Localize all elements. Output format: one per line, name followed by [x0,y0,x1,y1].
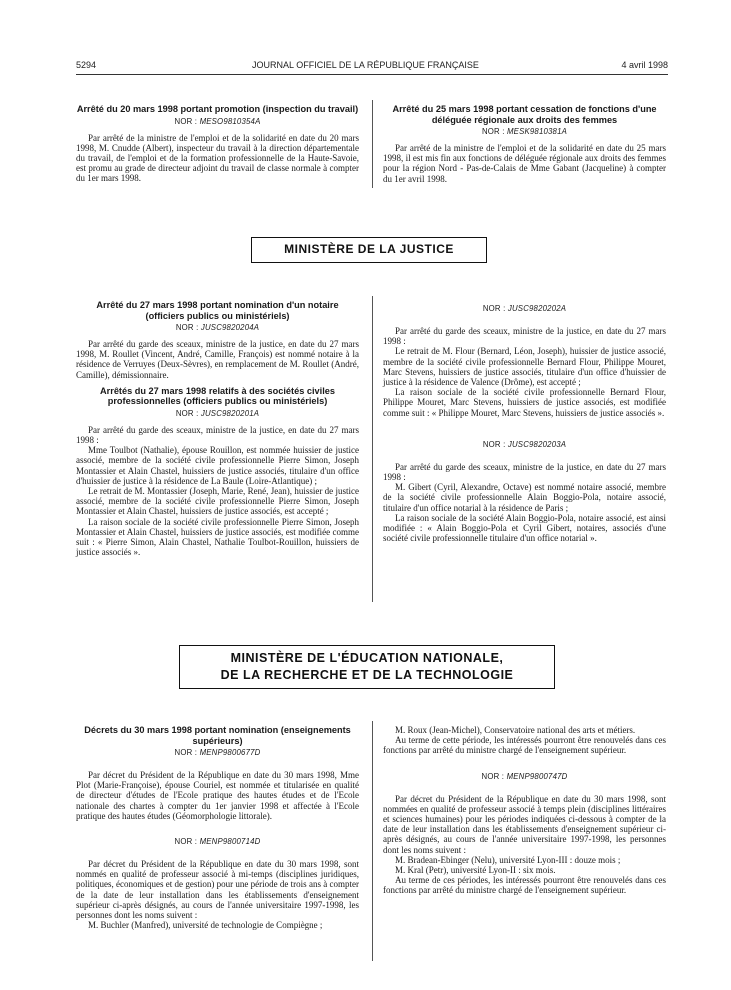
nor-reference: NOR : MESK9810381A [481,127,568,136]
header-rule [76,74,668,75]
justice-right-column [383,302,666,543]
article-paragraph: La raison sociale de la société civile professionnelle Pierre Simon, Joseph Montassier et Alain Chastel, huissiers de justice associés, est modifiée comme suit : « Pierre Simon, Alain Chastel, Nathalie Toulbot-Rouillon, huissiers de justice associés ». [76,516,359,558]
article-paragraph: Le retrait de M. Flour (Bernard, Léon, Joseph), huissier de justice associé, membre de la société civile professionnelle Bernard Flour, Philippe Mouret, Marc Stevens, huissiers de justice associés, titulaire d'un office d'huissier de justice à la résidence de Valence (Drôme), est accepté ; [383,346,666,388]
article-paragraph: Par décret du Président de la République en date du 30 mars 1998, sont nommés en qualité de professeur associé à mi-temps (disciplines juridiques, politiques, économiques et de gestion) pour une période de trois ans à compter de la date de leur installation dans les établissements d'enseignement supérieur ci-après désignés, au cours de l'année universitaire 1997-1998, les personnes dont les noms suivent : [76,859,359,921]
article-paragraph: Au terme de cette période, les intéressés pourront être renouvelés dans ces fonctions par arrêté du ministre chargé de l'enseignement supérieur. [383,735,666,756]
article-cessation-fonctions [383,104,666,184]
article-paragraph: Par arrêté du garde des sceaux, ministre de la justice, en date du 27 mars 1998, M. Roullet (Vincent, André, Camille, François) est nommé notaire à la résidence de Verruyes (Deux-Sèvres), en remplacement de M. Roullet (André, Camille), démissionnaire. [76,339,359,380]
article-paragraph: Au terme de ces périodes, les intéressés pourront être renouvelés dans ces fonctions par arrêté du ministre chargé de l'enseignement supérieur. [383,875,666,896]
nor-reference: NOR : MENP9800677D [174,748,261,757]
column-divider [372,721,373,961]
nor-reference: NOR : MESO9810354A [174,116,261,126]
article-title: Arrêtés du 27 mars 1998 relatifs à des sociétés civiles professionnelles (officiers publics ou ministériels) [100,385,335,407]
article-paragraph: M. Bradean-Ebinger (Nelu), université Lyon-III : douze mois ; [395,854,621,865]
article-paragraph: M. Gibert (Cyril, Alexandre, Octave) est nommé notaire associé, membre de la société civile professionnelle Alain Boggio-Pola, notaire associé, titulaire d'un office notarial à la résidence de Paris ; [383,482,666,513]
journal-title: JOURNAL OFFICIEL DE LA RÉPUBLIQUE FRANÇAISE [252,60,479,70]
article-paragraph: Par arrêté du garde des sceaux, ministre de la justice, en date du 27 mars 1998 : [76,424,359,446]
page-number: 5294 [76,60,97,70]
issue-date: 4 avril 1998 [621,60,668,70]
nor-reference: NOR : JUSC9820203A [482,439,567,449]
article-paragraph: Par décret du Président de la République en date du 30 mars 1998, sont nommées en qualité de professeur associé à temps plein (disciplines littéraires et sciences humaines) pour les périodes indiquées ci-dessous à compter de la date de leur installation dans les établissements d'enseignement supérieur ci-après désignés, au cours de l'année universitaire 1997-1998, les personnes dont les noms suivent : [383,793,666,855]
article-title: Décrets du 30 mars 1998 portant nomination (enseignements supérieurs) [84,725,351,746]
article-paragraph: Mme Toulbot (Nathalie), épouse Rouillon, est nommée huissier de justice associé, membre de la société civile professionnelle Pierre Simon, Joseph Montassier et Alain Chastel, huissiers de justice associés, titulaire d'un office d'huissier de justice à la résidence de La Baule (Loire-Atlantique) ; [76,445,359,486]
article-paragraph: La raison sociale de la société Alain Boggio-Pola, notaire associé, est ainsi modifiée : « Alain Boggio-Pola et Cyril Gibert, notaires, associés d'une société civile professionnelle titulaire d'un office notarial ». [383,512,666,544]
article-promotion-inspection [76,104,359,184]
nor-reference: NOR : JUSC9820204A [175,323,260,332]
nor-reference: NOR : MENP9800714D [174,837,261,847]
education-right-column [383,725,666,896]
article-title: Arrêté du 20 mars 1998 portant promotion (inspection du travail) [76,104,359,114]
nor-reference: NOR : JUSC9820201A [175,408,260,418]
article-paragraph: Par arrêté du garde des sceaux, ministre de la justice, en date du 27 mars 1998 : [383,461,666,483]
justice-left-column [76,300,359,557]
column-divider [372,296,373,602]
ministry-education-heading: MINISTÈRE DE L'ÉDUCATION NATIONALE, DE LA RECHERCHE ET DE LA TECHNOLOGIE [179,645,555,689]
article-paragraph: M. Kral (Petr), université Lyon-II : six mois. [395,865,556,876]
nor-reference: NOR : JUSC9820202A [482,304,567,313]
article-title: Arrêté du 25 mars 1998 portant cessation de fonctions d'une déléguée régionale aux droits des femmes [392,104,657,125]
article-paragraph: Le retrait de M. Montassier (Joseph, Marie, René, Jean), huissier de justice associé, membre de la société civile professionnelle Pierre Simon, Joseph Montassier et Alain Chastel, huissiers de justice associés, est accepté ; [76,486,359,517]
column-divider [372,100,373,188]
article-paragraph: Par décret du Président de la République en date du 30 mars 1998, Mme Plot (Marie-Françoise), épouse Couriel, est nommée et titularisée en qualité de directeur d'études de l'Ecole pratique des hautes études et de l'Ecole nationale des chartes à compter du 1er janvier 1998 et affectée à l'Ecole pratique des hautes études (Géomorphologie littorale). [76,770,359,821]
article-paragraph: La raison sociale de la société civile professionnelle Bernard Flour, Philippe Mouret, Marc Stevens, huissiers de justice associés, est modifiée comme suit : « Philippe Mouret, Marc Stevens, huissiers de justice associés ». [383,387,666,418]
article-title: Arrêté du 27 mars 1998 portant nomination d'un notaire (officiers publics ou ministériels) [96,300,339,321]
article-paragraph: Par arrêté de la ministre de l'emploi et de la solidarité en date du 20 mars 1998, M. Cnudde (Albert), inspecteur du travail à la direction départementale du travail, de l'emploi et de la formation professionnelle de la Haute-Savoie, est promu au grade de directeur adjoint du travail de classe normale à compter du 1er mars 1998. [76,132,359,184]
article-paragraph: M. Roux (Jean-Michel), Conservatoire national des arts et métiers. [395,725,636,735]
article-paragraph: Par arrêté du garde des sceaux, ministre de la justice, en date du 27 mars 1998 : [383,326,666,347]
article-paragraph: Par arrêté de la ministre de l'emploi et de la solidarité en date du 25 mars 1998, il est mis fin aux fonctions de déléguée régionale aux droits des femmes pour la région Nord - Pas-de-Calais de Mme Gabant (Jacqueline) à compter du 1er avril 1998. [383,143,666,184]
article-paragraph: M. Buchler (Manfred), université de technologie de Compiègne ; [88,920,323,931]
nor-reference: NOR : MENP9800747D [481,771,568,781]
ministry-justice-heading: MINISTÈRE DE LA JUSTICE [251,237,487,263]
education-left-column [76,725,359,930]
